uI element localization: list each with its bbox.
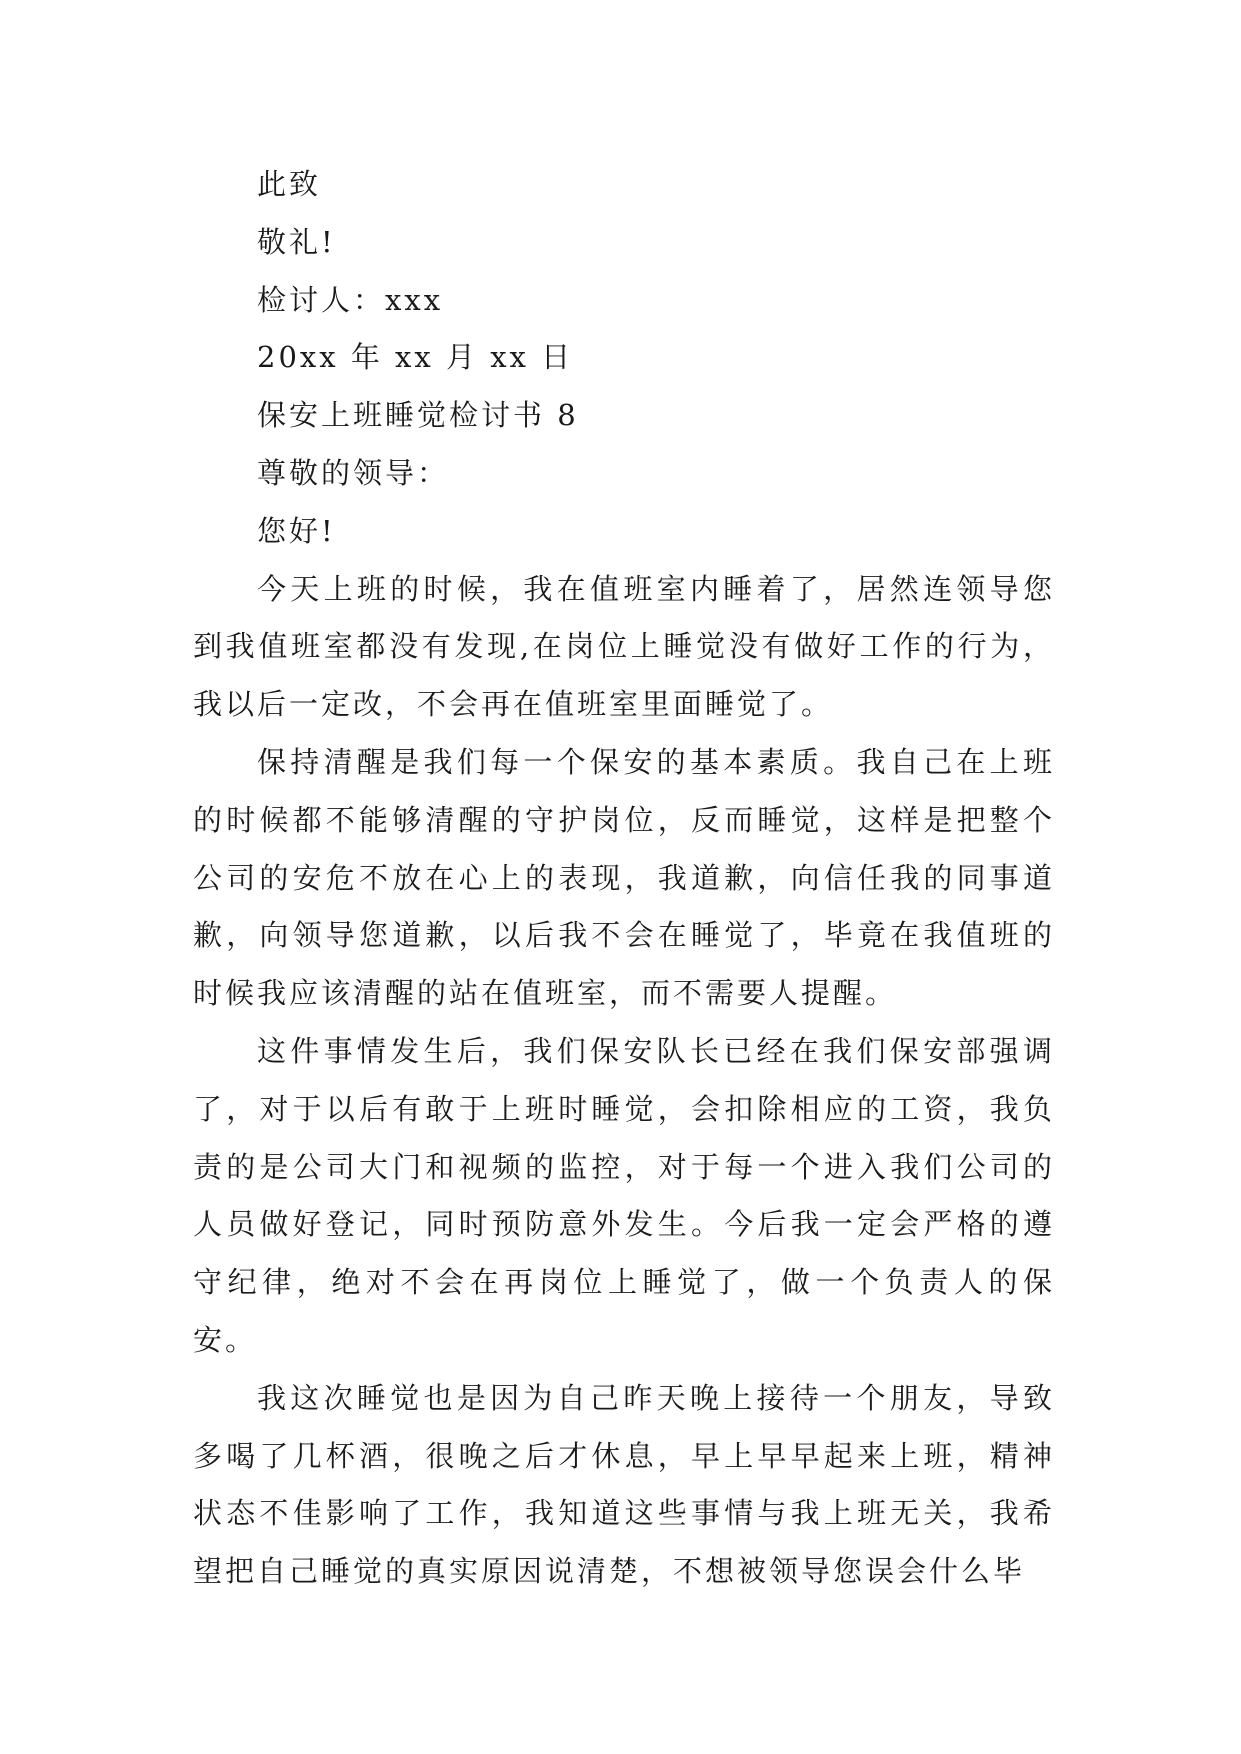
paragraph: 今天上班的时候，我在值班室内睡着了，居然连领导您到我值班室都没有发现,在岗位上睡觉没有做好工作的行为，我以后一定改，不会再在值班室里面睡觉了。 xyxy=(193,571,1055,722)
closing-line-cizhi: 此致 xyxy=(257,167,322,201)
greeting: 您好! xyxy=(257,513,336,548)
signature-line: 检讨人：xxx xyxy=(257,282,444,317)
paragraph: 我这次睡觉也是因为自己昨天晚上接待一个朋友，导致多喝了几杯酒，很晚之后才休息，早上早早起来上班，精神状态不佳影响了工作，我知道这些事情与我上班无关，我希望把自己睡觉的真实原因说清楚，不想被领导您误会什么毕 xyxy=(193,1380,1055,1589)
section-title: 保安上班睡觉检讨书 8 xyxy=(257,398,579,433)
date-line: 20xx 年 xx 月 xx 日 xyxy=(257,340,574,375)
document-body xyxy=(193,156,1055,1601)
paragraph: 保持清醒是我们每一个保安的基本素质。我自己在上班的时候都不能够清醒的守护岗位，反而睡觉，这样是把整个公司的安危不放在心上的表现，我道歉，向信任我的同事道歉，向领导您道歉，以后我不会在睡觉了，毕竟在我值班的时候我应该清醒的站在值班室，而不需要人提醒。 xyxy=(193,744,1055,1011)
closing-line-jingli: 敬礼! xyxy=(257,224,336,259)
salutation: 尊敬的领导： xyxy=(257,455,450,490)
paragraph: 这件事情发生后，我们保安队长已经在我们保安部强调了，对于以后有敢于上班时睡觉，会扣除相应的工资，我负责的是公司大门和视频的监控，对于每一个进入我们公司的人员做好登记，同时预防意外发生。今后我一定会严格的遵守纪律，绝对不会在再岗位上睡觉了，做一个负责人的保安。 xyxy=(193,1033,1055,1357)
